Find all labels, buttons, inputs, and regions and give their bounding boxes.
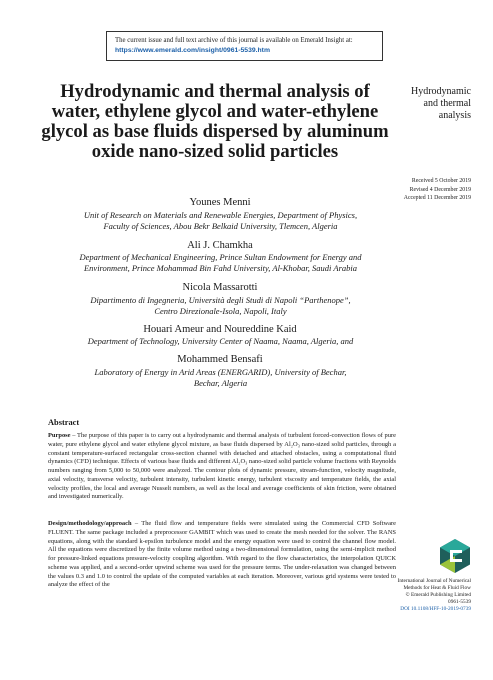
running-title-line: and thermal	[423, 98, 471, 109]
journal-availability-box	[106, 31, 383, 61]
logo-e-stroke	[450, 559, 462, 562]
running-title-line: Hydrodynamic	[411, 86, 471, 97]
abstract-purpose	[48, 432, 396, 502]
design-text: – The fluid flow and temperature fields were simulated using the Commercial CFD Software FLUENT. The same package included a preprocessor GAMBIT which was used to create the mesh needed for the solver. The RANS equations, along with the standard k-epsilon turbulence model and the energy equation were used to control the channel flow model. All the equations were discretized by the finite volume method using a two-dimensional formulation, using the semi-implicit method for pressure-linked equations pressure-velocity coupling algorithm. With regard to the flow characteristics, the interpolation QUICK scheme was applied, and a second-order upwind scheme was used for the pressure terms. The under-relaxation was changed between the values 0.3 and 1.0 to control the update of the computed variables at each iteration. Moreover, various grid systems were tested to analyze the effect of the	[48, 520, 396, 589]
availability-notice: The current issue and full text archive of this journal is available on Emerald Insight at:	[115, 37, 353, 44]
journal-line: 0961-5539	[448, 599, 471, 605]
design-label: Design/methodology/approach	[48, 520, 132, 527]
running-title	[381, 86, 471, 122]
received-date: Received 5 October 2019	[411, 178, 471, 184]
author-name: Nicola Massarotti	[182, 282, 258, 293]
affiliation-line: Environment, Prince Mohammad Bin Fahd University, Al-Khobar, Saudi Arabia	[83, 263, 357, 273]
journal-info	[371, 578, 471, 613]
author-name: Ali J. Chamkha	[187, 240, 253, 251]
abstract-heading: Abstract	[48, 418, 80, 427]
author-name: Houari Ameur and Noureddine Kaid	[143, 324, 297, 335]
author-affiliation	[48, 367, 393, 389]
affiliation-line: Dipartimento di Ingegneria, Università degli Studi di Napoli “Parthenope”,	[90, 295, 351, 305]
author-name: Mohammed Bensafi	[177, 354, 263, 365]
affiliation-line: Unit of Research on Materials and Renewable Energies, Department of Physics,	[83, 210, 358, 220]
purpose-label: Purpose	[48, 432, 71, 439]
affiliation-line: Department of Technology, University Center of Naama, Naama, Algeria, and	[87, 336, 354, 346]
author-affiliation	[48, 210, 393, 232]
author-affiliation	[48, 336, 393, 347]
accepted-date: Accepted 11 December 2019	[403, 195, 471, 201]
emerald-logo-icon	[437, 538, 473, 574]
affiliation-line: Faculty of Sciences, Abou Bekr Belkaid University, Tlemcen, Algeria	[103, 221, 338, 231]
journal-url-link[interactable]: https://www.emerald.com/insight/0961-5539.htm	[115, 47, 270, 54]
affiliation-line: Laboratory of Energy in Arid Areas (ENERGARID), University of Bechar,	[94, 367, 347, 377]
author-affiliation	[48, 295, 393, 317]
journal-line: International Journal of Numerical	[397, 578, 471, 584]
author-name: Younes Menni	[189, 197, 251, 208]
revised-date: Revised 4 December 2019	[409, 186, 471, 193]
purpose-text: – The purpose of this paper is to carry out a hydrodynamic and thermal analysis of turbulent forced-convection flows of pure water, pure ethylene glycol and water ethylene glycol mixture, as base fluids dispersed by Al₂O₃ nano-sized solid particles, through a constant temperature-surfaced rectangular cross-section channel with detached and attached obstacles, using a computational fluid dynamics (CFD) technique. Effects of various base fluids and different Al₂O₃ nano-sized solid particle volume fractions with Reynolds numbers ranging from 5,000 to 50,000 were analyzed. The contour plots of dynamic pressure, stream-function, velocity magnitude, axial velocity, transverse velocity, turbulent intensity, turbulent kinetic energy, turbulent viscosity and temperature fields, the axial velocity profiles, the local and average Nusselt numbers, as well as the local and average coefficients of skin friction, were obtained and investigated numerically.	[48, 432, 396, 501]
paper-title: Hydrodynamic and thermal analysis of water, ethylene glycol and water-ethylene glycol as base fluids dispersed by aluminum oxide nano-sized solid particles	[41, 81, 389, 162]
affiliation-line: Bechar, Algeria	[193, 378, 248, 388]
affiliation-line: Department of Mechanical Engineering, Prince Sultan Endowment for Energy and	[79, 252, 362, 262]
journal-line: Methods for Heat & Fluid Flow	[403, 585, 471, 591]
abstract-design	[48, 520, 396, 590]
running-title-line: analysis	[438, 110, 471, 121]
doi-link[interactable]: DOI 10.1108/HFF-10-2019-0739	[400, 606, 471, 612]
author-affiliation	[48, 252, 393, 274]
journal-line: © Emerald Publishing Limited	[405, 592, 471, 598]
affiliation-line: Centro Direzionale-Isola, Napoli, Italy	[154, 306, 287, 316]
